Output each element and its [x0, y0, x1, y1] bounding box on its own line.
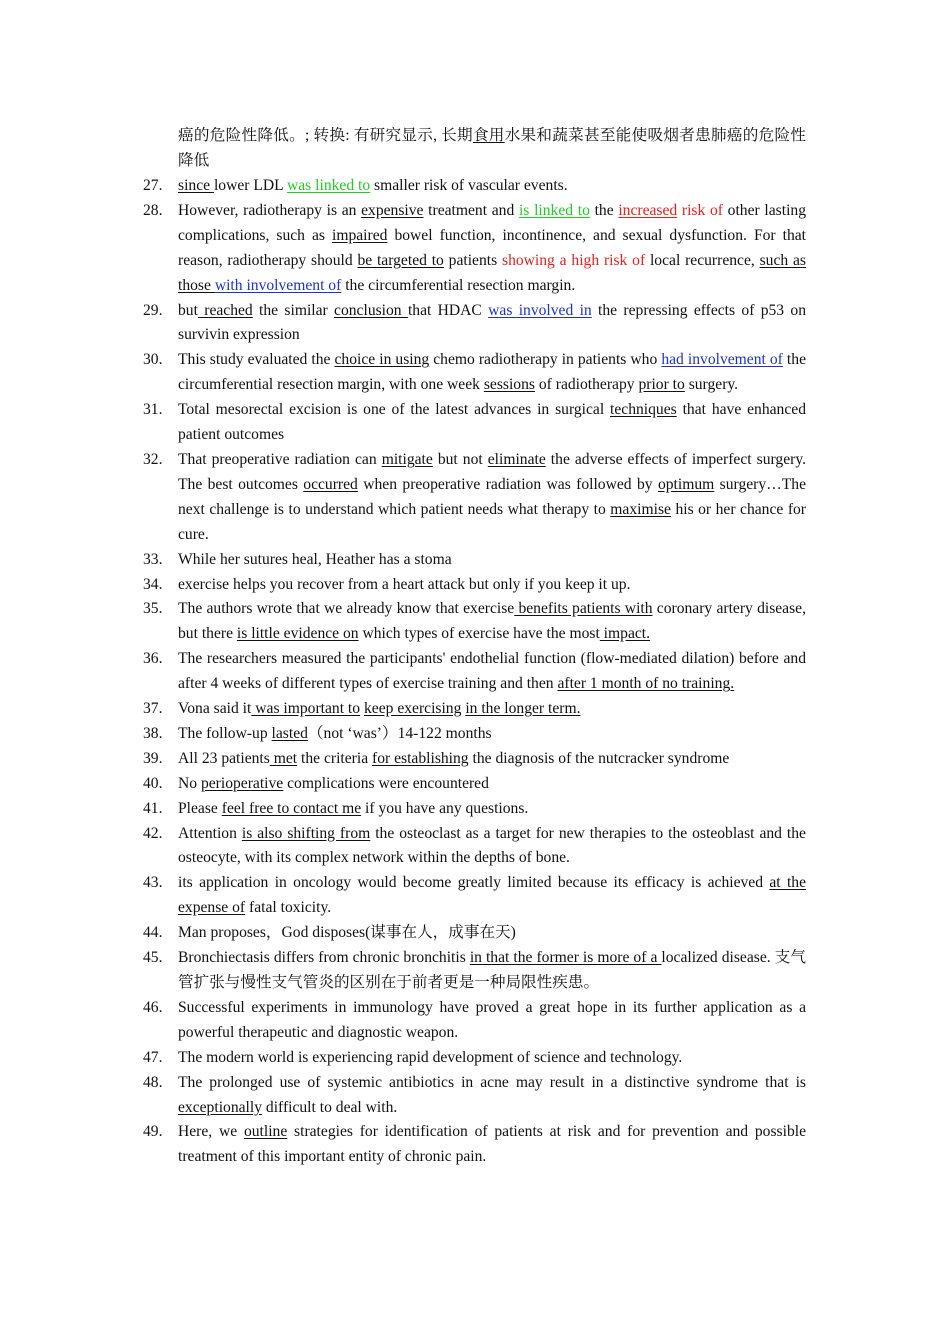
- text-segment: the repressing effects of p53 on survivin expression: [178, 301, 807, 344]
- highlighted-phrase: for establishing: [372, 749, 469, 767]
- highlighted-phrase: is little evidence on: [236, 625, 359, 643]
- item-number: 43.: [143, 874, 163, 892]
- highlighted-phrase: is linked to: [518, 201, 590, 219]
- text-segment: Successful experiments in immunology have proved a great hope in its further application as a powerful therapeutic and diagnostic weapon.: [178, 998, 806, 1041]
- item-number: 48.: [143, 1073, 163, 1091]
- text-segment: The researchers measured the participants' endothelial function (flow-mediated dilation) before and after 4 weeks of different types of exercise training and then: [178, 650, 806, 693]
- text-segment: the diagnosis of the nutcracker syndrome: [468, 749, 730, 767]
- text-segment: the circumferential resection margin, with one week: [178, 351, 806, 394]
- text-segment: smaller risk of vascular events.: [370, 177, 568, 194]
- text-segment: exercise helps you recover from a heart attack but only if you keep it up.: [178, 575, 631, 593]
- item-text: [178, 348, 806, 398]
- text-segment: that HDAC: [407, 301, 489, 319]
- text-segment: localized disease. 支气管扩张与慢性支气管炎的区别在于前者更是一种局限性疾患。: [178, 949, 806, 991]
- item-number: 36.: [143, 650, 163, 668]
- text-segment: No: [178, 774, 201, 792]
- list-item: [0, 1071, 950, 1121]
- highlighted-phrase: with involvement of: [214, 276, 342, 294]
- list-item: [0, 398, 950, 448]
- text-segment: The authors wrote that we already know that exercise: [178, 600, 515, 618]
- text-segment: which types of exercise have the most: [358, 625, 600, 643]
- highlighted-phrase: be targeted to: [357, 251, 444, 269]
- text-segment: This study evaluated the: [178, 351, 335, 369]
- list-item: [0, 1120, 950, 1170]
- highlighted-phrase: had involvement of: [661, 351, 783, 369]
- text-segment: the: [589, 201, 619, 219]
- item-number: 33.: [143, 550, 163, 568]
- text-segment: The modern world is experiencing rapid development of science and technology.: [178, 1048, 683, 1066]
- highlighted-phrase: techniques: [610, 401, 677, 419]
- item-number: 41.: [143, 799, 163, 817]
- item-number: 30.: [143, 351, 163, 369]
- highlighted-phrase: increased: [618, 201, 678, 219]
- continuation-paragraph: [178, 124, 806, 174]
- list-item: [0, 647, 950, 697]
- continuation-text-c: 水果和蔬菜甚至能使吸烟者患肺癌的危险性降低: [178, 127, 806, 169]
- text-segment: Total mesorectal excision is one of the latest advances in surgical: [178, 401, 611, 419]
- item-text: [178, 174, 806, 199]
- list-item: [0, 597, 950, 647]
- highlighted-phrase: choice in using: [334, 351, 430, 369]
- item-number: 34.: [143, 575, 163, 593]
- item-text: [178, 946, 806, 996]
- sentence-list: [0, 174, 950, 1170]
- item-text: [178, 871, 806, 921]
- highlighted-phrase: was involved in: [488, 301, 592, 319]
- text-segment: That preoperative radiation can: [178, 450, 382, 468]
- item-text: [178, 548, 806, 573]
- item-text: [178, 448, 806, 548]
- text-segment: the adverse effects of imperfect surgery. The best outcomes: [178, 450, 806, 493]
- text-segment: Here, we: [178, 1123, 244, 1141]
- highlighted-phrase: sessions: [483, 376, 535, 394]
- text-segment: if you have any questions.: [361, 799, 529, 817]
- text-segment: Bronchiectasis differs from chronic bronchitis: [178, 949, 470, 967]
- highlighted-phrase: occurred: [303, 475, 358, 493]
- highlighted-phrase: risk of: [677, 201, 723, 219]
- text-segment: treatment and: [423, 201, 519, 219]
- list-item: [0, 448, 950, 548]
- continuation-underlined-term: 食用: [472, 127, 505, 144]
- list-item: [0, 921, 950, 946]
- list-item: [0, 747, 950, 772]
- item-text: [178, 797, 806, 822]
- item-number: 42.: [143, 824, 163, 842]
- item-text: [178, 199, 806, 299]
- item-number: 47.: [143, 1048, 163, 1066]
- text-segment: patients: [443, 251, 502, 269]
- list-item: [0, 548, 950, 573]
- list-item: [0, 199, 950, 299]
- text-segment: chemo radiotherapy in patients who: [429, 351, 662, 369]
- highlighted-phrase: is also shifting from: [241, 824, 371, 842]
- item-text: [178, 697, 806, 722]
- highlighted-phrase: perioperative: [200, 774, 284, 792]
- text-segment: when preoperative radiation was followed by: [357, 475, 658, 493]
- text-segment: Vona said it: [178, 700, 252, 718]
- item-number: 44.: [143, 924, 163, 942]
- highlighted-phrase: at the expense of: [178, 874, 807, 917]
- list-item: [0, 772, 950, 797]
- text-segment: the similar: [252, 301, 335, 319]
- item-text: [178, 647, 806, 697]
- list-item: [0, 299, 950, 349]
- highlighted-phrase: expensive: [361, 201, 424, 219]
- item-text: [178, 747, 806, 772]
- text-segment: The follow-up: [178, 724, 272, 742]
- item-number: 27.: [143, 177, 163, 194]
- item-number: 39.: [143, 749, 163, 767]
- text-segment: the criteria: [297, 749, 373, 767]
- item-number: 45.: [143, 949, 163, 967]
- highlighted-phrase: since: [178, 177, 214, 194]
- highlighted-phrase: eliminate: [487, 450, 546, 468]
- item-text: [178, 996, 806, 1046]
- highlighted-phrase: impaired: [332, 226, 388, 244]
- item-number: 31.: [143, 401, 163, 419]
- item-number: 37.: [143, 700, 163, 718]
- text-segment: local recurrence,: [645, 251, 760, 269]
- item-number: 32.: [143, 450, 163, 468]
- highlighted-phrase: impact.: [599, 625, 651, 643]
- text-segment: but not: [432, 450, 488, 468]
- text-segment: fatal toxicity.: [245, 899, 332, 917]
- highlighted-phrase: lasted: [271, 724, 308, 742]
- text-segment: Please: [178, 799, 222, 817]
- highlighted-phrase: outline: [243, 1123, 288, 1141]
- list-item: [0, 822, 950, 872]
- text-segment: the osteoclast as a target for new therapies to the osteoblast and the osteocyte, with its complex network within the depths of bone.: [178, 824, 806, 867]
- text-segment: surgery.: [684, 376, 739, 394]
- item-number: 46.: [143, 998, 163, 1016]
- highlighted-phrase: in the longer term.: [465, 700, 581, 718]
- list-item: [0, 348, 950, 398]
- highlighted-phrase: keep exercising: [363, 700, 462, 718]
- text-segment: The prolonged use of systemic antibiotics in acne may result in a distinctive syndrome that is: [178, 1073, 806, 1091]
- text-segment: his or her chance for cure.: [178, 500, 806, 543]
- text-segment: that have enhanced patient outcomes: [178, 401, 806, 444]
- text-segment: （not ‘was’）14-122 months: [307, 724, 492, 742]
- item-text: [178, 822, 806, 872]
- highlighted-phrase: showing a high risk of: [502, 251, 646, 269]
- text-segment: Man proposes，God disposes(谋事在人，成事在天): [178, 924, 516, 942]
- item-text: [178, 772, 806, 797]
- highlighted-phrase: was important to: [251, 700, 361, 718]
- highlighted-phrase: in that the former is more of a: [469, 949, 662, 967]
- item-number: 49.: [143, 1123, 163, 1141]
- highlighted-phrase: exceptionally: [178, 1098, 262, 1116]
- list-item: [0, 797, 950, 822]
- text-segment: coronary artery disease, but there: [178, 600, 806, 643]
- highlighted-phrase: was linked to: [287, 177, 371, 194]
- text-segment: bowel function, incontinence, and sexual dysfunction. For that reason, radiotherapy should: [178, 226, 806, 269]
- item-number: 38.: [143, 724, 163, 742]
- item-text: [178, 722, 806, 747]
- text-segment: difficult to deal with.: [262, 1098, 398, 1116]
- continuation-text-a: 癌的危险性降低。; 转换: 有研究显示, 长期: [178, 127, 473, 144]
- highlighted-phrase: feel free to contact me: [221, 799, 362, 817]
- item-number: 29.: [143, 301, 163, 319]
- highlighted-phrase: optimum: [657, 475, 715, 493]
- item-number: 35.: [143, 600, 163, 618]
- item-text: [178, 921, 806, 946]
- text-segment: of radiotherapy: [534, 376, 639, 394]
- highlighted-phrase: after 1 month of no training.: [557, 675, 735, 693]
- highlighted-phrase: met: [269, 749, 298, 767]
- item-text: [178, 1046, 806, 1071]
- text-segment: lower LDL: [213, 177, 287, 194]
- text-segment: strategies for identification of patients at risk and for prevention and possible treatment of this important entity of chronic pain.: [178, 1123, 806, 1166]
- text-segment: other lasting complications, such as: [178, 201, 806, 244]
- list-item: [0, 946, 950, 996]
- highlighted-phrase: benefits patients with: [514, 600, 653, 618]
- list-item: [0, 573, 950, 598]
- item-text: [178, 1071, 806, 1121]
- highlighted-phrase: conclusion: [334, 301, 408, 319]
- list-item: [0, 174, 950, 199]
- list-item: [0, 697, 950, 722]
- item-text: [178, 573, 806, 598]
- list-item: [0, 996, 950, 1046]
- text-segment: All 23 patients: [178, 749, 270, 767]
- highlighted-phrase: reached: [197, 301, 253, 319]
- text-segment: While her sutures heal, Heather has a stoma: [178, 550, 452, 568]
- text-segment: the circumferential resection margin.: [341, 276, 576, 294]
- text-segment: its application in oncology would become greatly limited because its efficacy is achieved: [178, 874, 770, 892]
- list-item: [0, 722, 950, 747]
- text-segment: surgery…The next challenge is to understand which patient needs what therapy to: [178, 475, 806, 518]
- highlighted-phrase: prior to: [638, 376, 685, 394]
- item-text: [178, 299, 806, 349]
- item-number: 40.: [143, 774, 163, 792]
- text-segment: complications were encountered: [283, 774, 489, 792]
- item-text: [178, 597, 806, 647]
- highlighted-phrase: maximise: [610, 500, 671, 518]
- text-segment: but: [178, 301, 198, 319]
- item-number: 28.: [143, 201, 163, 219]
- highlighted-phrase: such as those: [178, 251, 806, 294]
- item-text: [178, 398, 806, 448]
- text-segment: Attention: [178, 824, 242, 842]
- highlighted-phrase: mitigate: [381, 450, 433, 468]
- item-text: [178, 1120, 806, 1170]
- list-item: [0, 871, 950, 921]
- text-segment: However, radiotherapy is an: [178, 201, 362, 219]
- list-item: [0, 1046, 950, 1071]
